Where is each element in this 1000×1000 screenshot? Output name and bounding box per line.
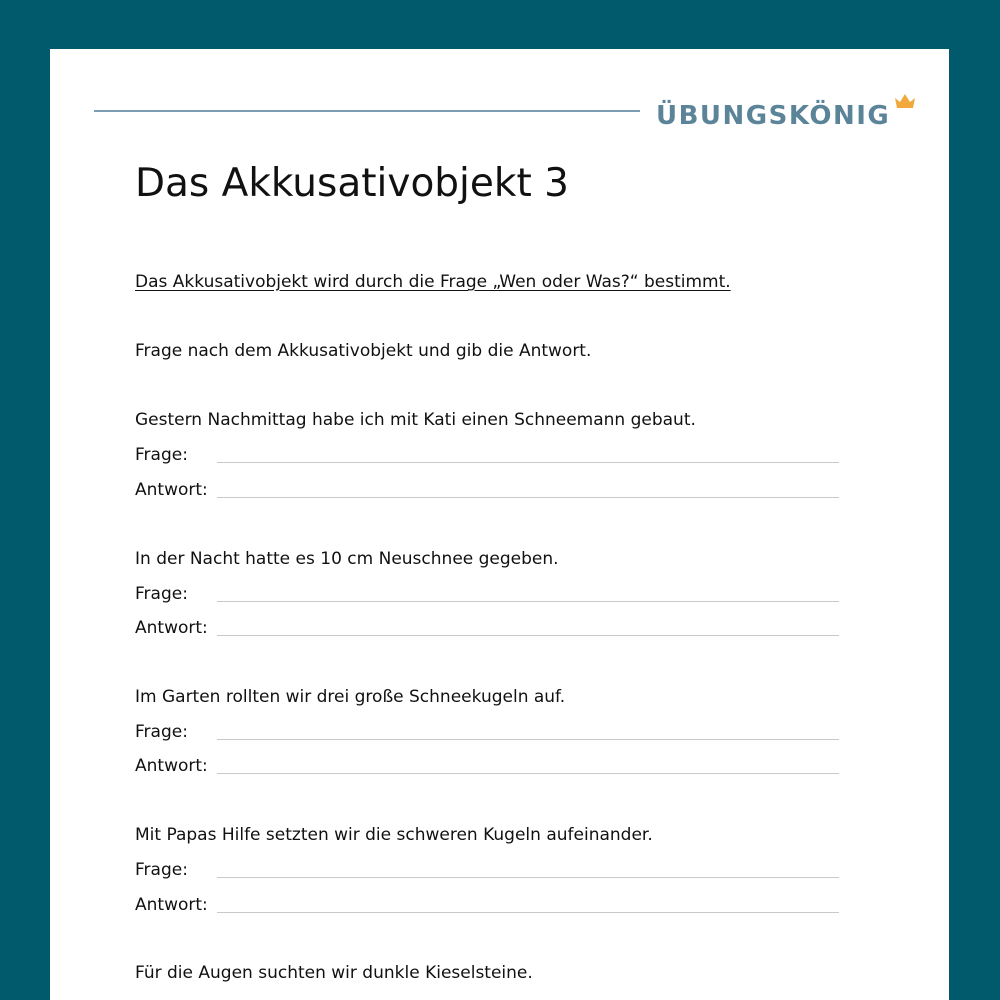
- answer-row: [135, 756, 841, 780]
- question-write-line[interactable]: [217, 877, 839, 878]
- answer-write-line[interactable]: [217, 497, 839, 498]
- exercise-sentence: In der Nacht hatte es 10 cm Neuschnee gegeben.: [135, 549, 559, 569]
- question-label: Frage:: [135, 722, 188, 742]
- header-divider: [94, 110, 640, 112]
- answer-label: Antwort:: [135, 895, 208, 915]
- brand-logo: [656, 101, 890, 141]
- exercise-sentence: Im Garten rollten wir drei große Schneekugeln auf.: [135, 687, 566, 707]
- question-write-line[interactable]: [217, 739, 839, 740]
- question-row: [135, 860, 841, 884]
- question-label: Frage:: [135, 445, 188, 465]
- exercise-sentence: Gestern Nachmittag habe ich mit Kati einen Schneemann gebaut.: [135, 410, 696, 430]
- answer-write-line[interactable]: [217, 912, 839, 913]
- answer-label: Antwort:: [135, 618, 208, 638]
- answer-write-line[interactable]: [217, 635, 839, 636]
- worksheet-page: [50, 49, 949, 1000]
- question-write-line[interactable]: [217, 601, 839, 602]
- page-title: Das Akkusativobjekt 3: [135, 161, 569, 206]
- answer-row: [135, 480, 841, 504]
- question-row: [135, 445, 841, 469]
- question-write-line[interactable]: [217, 462, 839, 463]
- answer-label: Antwort:: [135, 756, 208, 776]
- task-instruction: Frage nach dem Akkusativobjekt und gib die Antwort.: [135, 341, 592, 361]
- answer-row: [135, 618, 841, 642]
- question-label: Frage:: [135, 860, 188, 880]
- grammar-rule: Das Akkusativobjekt wird durch die Frage „Wen oder Was?“ bestimmt.: [135, 272, 731, 292]
- exercise-sentence: Für die Augen suchten wir dunkle Kieselsteine.: [135, 963, 533, 983]
- answer-row: [135, 895, 841, 919]
- answer-write-line[interactable]: [217, 773, 839, 774]
- question-row: [135, 584, 841, 608]
- exercise-sentence: Mit Papas Hilfe setzten wir die schweren Kugeln aufeinander.: [135, 825, 653, 845]
- question-label: Frage:: [135, 584, 188, 604]
- brand-logo-text: ÜBUNGSKÖNIG: [656, 101, 891, 131]
- answer-label: Antwort:: [135, 480, 208, 500]
- question-row: [135, 722, 841, 746]
- crown-icon: [894, 93, 916, 109]
